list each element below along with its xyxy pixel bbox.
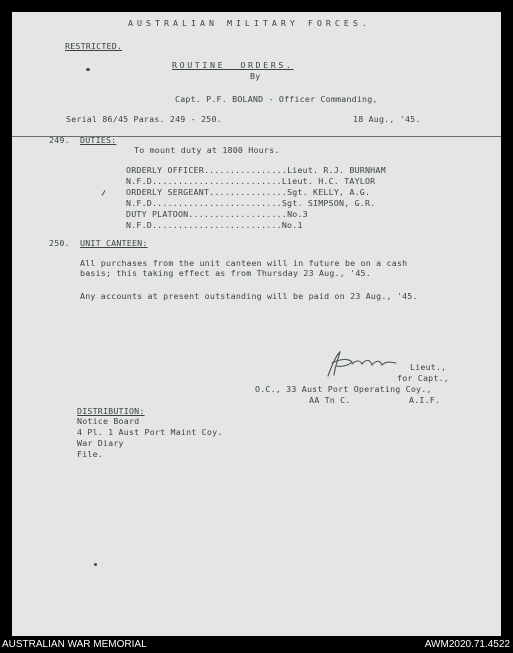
- duty-leader: ........................: [157, 220, 282, 230]
- archive-reference: AWM2020.71.4522: [424, 639, 510, 650]
- duty-assignee: Lieut. H.C. TAYLOR: [281, 176, 376, 186]
- duty-row: [126, 187, 370, 197]
- duty-leader: ...............: [209, 187, 288, 197]
- duty-assignee: No.1: [281, 220, 303, 230]
- duty-role: ORDERLY OFFICER: [126, 165, 204, 175]
- duty-role: ORDERLY SERGEANT: [126, 187, 210, 197]
- signatory-force: A.I.F.: [409, 395, 441, 405]
- canteen-line: basis; this taking effect as from Thursday 23 Aug., '45.: [80, 268, 371, 278]
- serial-line: Serial 86/45 Paras. 249 - 250.: [66, 114, 222, 124]
- signatory-unit: O.C., 33 Aust Port Operating Coy.,: [255, 384, 432, 394]
- distribution-heading: DISTRIBUTION:: [77, 406, 145, 416]
- document-page: [12, 12, 501, 636]
- canteen-line: Any accounts at present outstanding will be paid on 23 Aug., '45.: [80, 291, 418, 301]
- duty-role: N.F.D.: [126, 176, 158, 186]
- duty-assignee: No.3: [287, 209, 308, 219]
- duty-row: [126, 176, 375, 186]
- distribution-item: File.: [77, 449, 103, 459]
- para-249-number: 249.: [49, 135, 70, 145]
- duty-role: N.F.D.: [126, 220, 158, 230]
- signatory-rank: Lieut.,: [410, 362, 447, 372]
- duty-leader: ........................: [157, 176, 282, 186]
- duty-assignee: Sgt. SIMPSON, G.R.: [281, 198, 376, 208]
- duty-leader: ................: [203, 165, 288, 175]
- signatory-for: for Capt.,: [397, 373, 449, 383]
- distribution-item: War Diary: [77, 438, 124, 448]
- commander-line: Capt. P.F. BOLAND - Officer Commanding,: [175, 94, 378, 104]
- duty-row: [126, 209, 308, 219]
- classification: RESTRICTED.: [65, 41, 123, 51]
- duty-row: [126, 198, 375, 208]
- archive-footer: [0, 636, 513, 653]
- distribution-item: Notice Board: [77, 416, 140, 426]
- para-250-number: 250.: [49, 238, 70, 248]
- force-heading: AUSTRALIAN MILITARY FORCES.: [128, 18, 371, 28]
- para-250-heading: UNIT CANTEEN:: [80, 238, 148, 248]
- duty-role: DUTY PLATOON: [126, 209, 189, 219]
- duty-row: [126, 165, 386, 175]
- handwritten-signature: [322, 349, 402, 379]
- duty-role: N.F.D.: [126, 198, 158, 208]
- signatory-formation: AA Tn C.: [309, 395, 351, 405]
- canteen-line: All purchases from the unit canteen will in future be on a cash: [80, 258, 408, 268]
- para-249-intro: To mount duty at 1800 Hours.: [134, 145, 280, 155]
- duty-leader: ...................: [188, 209, 288, 219]
- duty-assignee: Sgt. KELLY, A.G.: [287, 187, 371, 197]
- para-249-heading: DUTIES:: [80, 135, 117, 145]
- duty-row: [126, 220, 303, 230]
- pencil-tick: [102, 190, 106, 196]
- distribution-item: 4 Pl. 1 Aust Port Maint Coy.: [77, 427, 223, 437]
- order-date: 18 Aug., '45.: [353, 114, 421, 124]
- ink-mark: [94, 563, 97, 566]
- archive-name: AUSTRALIAN WAR MEMORIAL: [2, 639, 147, 650]
- ink-mark: [86, 68, 90, 71]
- by-line: By: [250, 71, 261, 81]
- duty-leader: ........................: [157, 198, 282, 208]
- duty-assignee: Lieut. R.J. BURNHAM: [287, 165, 386, 175]
- document-title: ROUTINE ORDERS.: [172, 60, 294, 70]
